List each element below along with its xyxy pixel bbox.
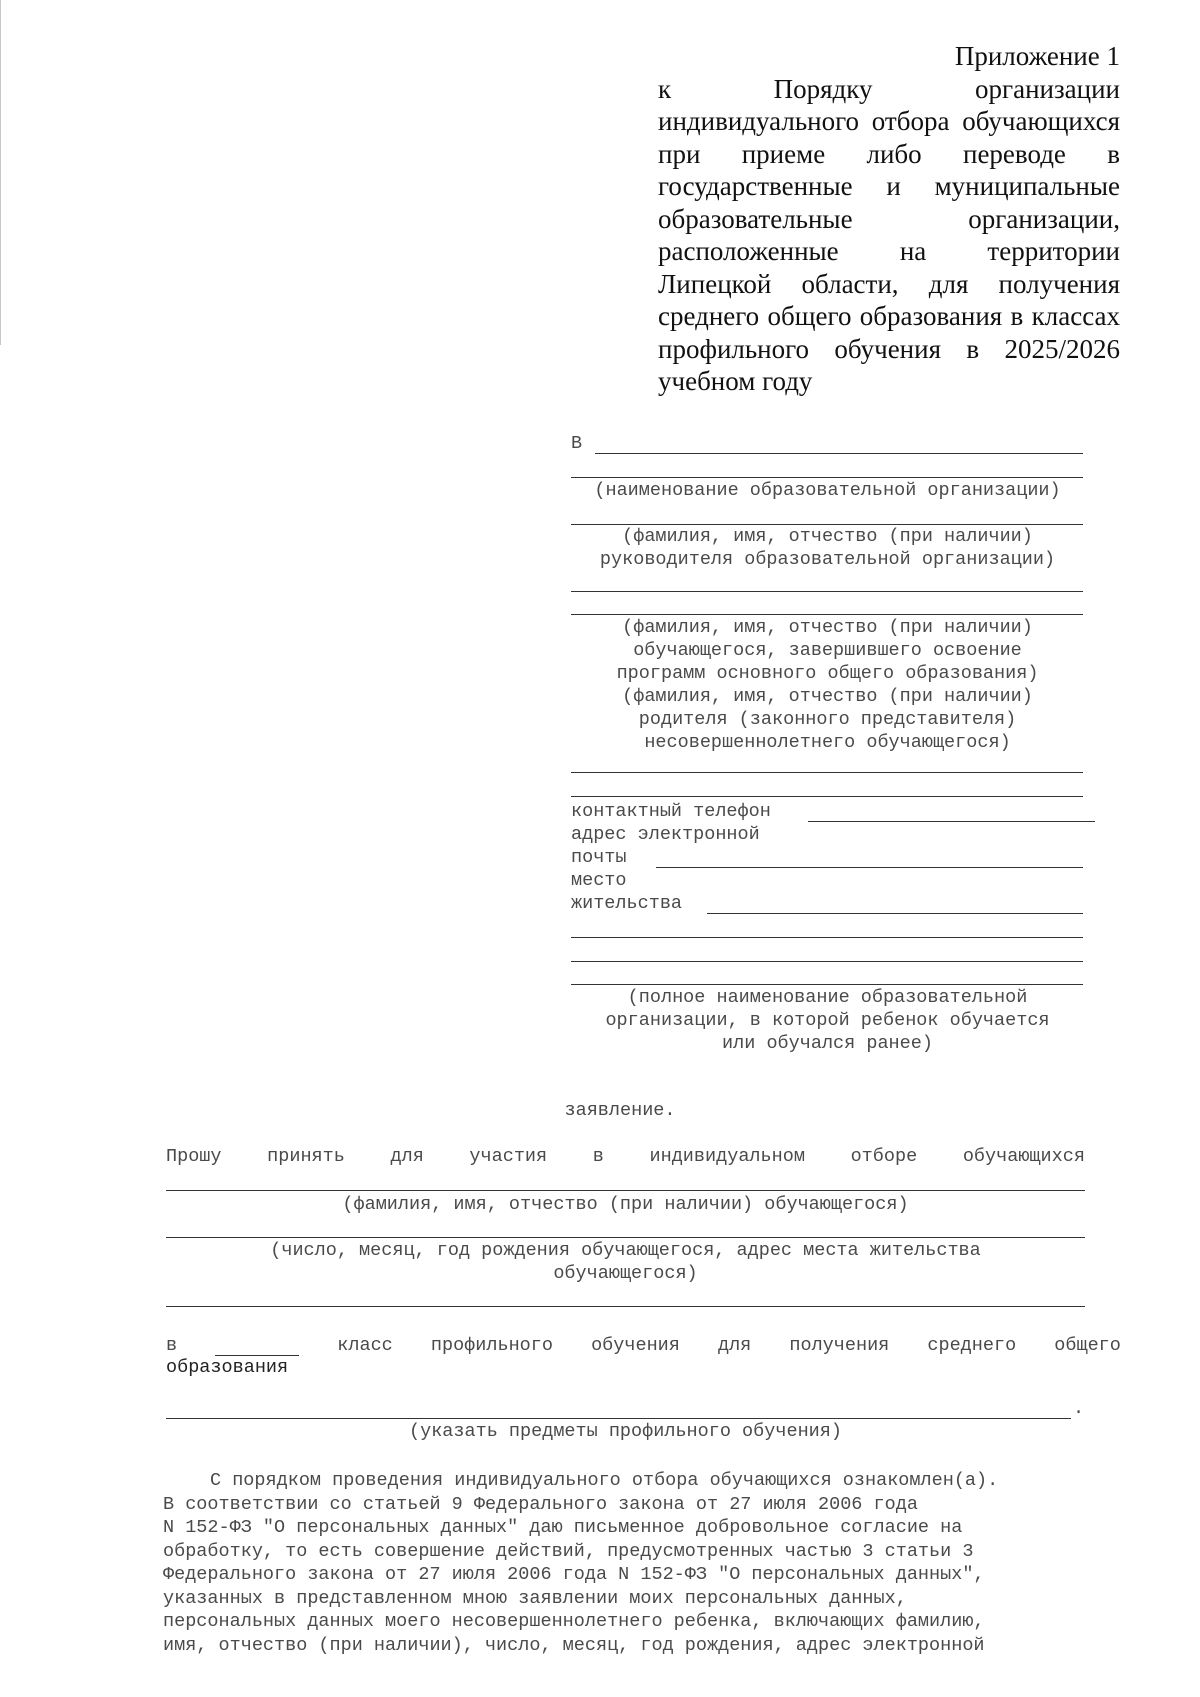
request-word: в [592, 1146, 604, 1167]
consent-line: N 152-ФЗ "О персональных данных" даю письменное добровольное согласие на [163, 1517, 963, 1538]
hint-birth-2: обучающегося) [553, 1263, 698, 1284]
phone-label: контактный телефон [571, 801, 771, 822]
class-word: обучения [591, 1335, 680, 1356]
request-word: участия [469, 1146, 548, 1167]
applicant-line-3[interactable] [571, 772, 1083, 773]
class-word: среднего [927, 1335, 1017, 1356]
hint-applicant-1: (фамилия, имя, отчество (при наличии) [622, 617, 1033, 638]
subjects-end: . [1073, 1398, 1085, 1419]
class-word: для [717, 1335, 752, 1356]
hint-applicant-2: обучающегося, завершившего освоение [633, 640, 1022, 661]
class-word: профильного [430, 1335, 553, 1356]
class-line [166, 1335, 1121, 1356]
hint-org-name: (наименование образовательной организации) [594, 480, 1061, 501]
residence-line[interactable] [707, 913, 1083, 914]
class-word: получения [789, 1335, 890, 1356]
email-label-1: адрес электронной [571, 824, 760, 845]
applicant-line-1[interactable] [571, 591, 1083, 592]
annex-text: к Порядку организации индивидуального отбора обучающихся при приеме либо переводе в государственные и муниципальные образовательные организации, расположенные на территории Липецкой области, для получения среднего общего образования в классах профильного обучения в 2025/2026 учебном году [658, 73, 1120, 396]
student-name-line[interactable] [166, 1190, 1085, 1191]
phone-line[interactable] [808, 821, 1095, 822]
birth-line[interactable] [166, 1237, 1085, 1238]
consent-text [163, 1469, 1088, 1657]
email-line[interactable] [656, 867, 1083, 868]
hint-applicant-3: программ основного общего образования) [616, 663, 1039, 684]
class-number-line[interactable] [215, 1355, 299, 1356]
application-heading: заявление. [564, 1100, 676, 1121]
annex-header [658, 40, 1120, 398]
request-word: индивидуальном [649, 1146, 805, 1167]
hint-applicant-4: (фамилия, имя, отчество (при наличии) [622, 686, 1033, 707]
consent-line: С порядком проведения индивидуального отбора обучающихся ознакомлен(а). [210, 1470, 999, 1491]
request-word: принять [267, 1146, 345, 1167]
class-line-2: образования [166, 1357, 289, 1378]
class-word: в [166, 1335, 178, 1356]
hint-applicant-5: родителя (законного представителя) [638, 709, 1017, 730]
residence-label-1: место [571, 870, 627, 891]
email-label-2: почты [571, 847, 627, 868]
applicant-line-2[interactable] [571, 614, 1083, 615]
hint-applicant-6: несовершеннолетнего обучающегося) [644, 732, 1011, 753]
to-prefix: В [571, 433, 583, 454]
hint-school-1: (полное наименование образовательной [627, 987, 1028, 1008]
org-name-line-2[interactable] [571, 477, 1083, 478]
consent-line: Федерального закона от 27 июля 2006 года N 152-ФЗ "О персональных данных", [163, 1564, 985, 1585]
request-line [166, 1146, 1085, 1167]
request-word: отборе [850, 1146, 918, 1167]
hint-head-name-2: руководителя образовательной организации) [599, 549, 1056, 570]
head-name-line[interactable] [571, 524, 1083, 525]
birth-line-2[interactable] [166, 1306, 1085, 1307]
residence-label-2: жительства [571, 893, 683, 914]
request-word: обучающихся [962, 1146, 1085, 1167]
hint-school-3: или обучался ранее) [722, 1033, 933, 1054]
hint-school-2: организации, в которой ребенок обучается [605, 1010, 1050, 1031]
class-word: класс [337, 1335, 393, 1356]
hint-student-name: (фамилия, имя, отчество (при наличии) обучающегося) [342, 1194, 909, 1215]
consent-line: обработку, то есть совершение действий, предусмотренных частью 3 статьи 3 [163, 1540, 974, 1562]
hint-head-name-1: (фамилия, имя, отчество (при наличии) [622, 526, 1033, 547]
hint-birth-1: (число, месяц, год рождения обучающегося, адрес места жительства [270, 1240, 981, 1261]
scan-edge-line [0, 0, 1, 345]
request-word: для [390, 1146, 424, 1167]
annex-title: Приложение 1 [954, 41, 1120, 71]
school-line-2[interactable] [571, 961, 1083, 962]
subjects-line[interactable] [166, 1418, 1071, 1419]
school-line-3[interactable] [571, 984, 1083, 985]
school-line-1[interactable] [571, 937, 1083, 938]
hint-subjects: (указать предметы профильного обучения) [409, 1421, 842, 1442]
applicant-line-4[interactable] [571, 796, 1083, 797]
consent-line: указанных в представленном мною заявлении моих персональных данных, [163, 1587, 907, 1609]
consent-line: В соответствии со статьей 9 Федерального закона от 27 июля 2006 года [163, 1493, 918, 1515]
request-word: Прошу [166, 1146, 222, 1167]
class-word: общего [1054, 1335, 1121, 1356]
org-name-line[interactable] [595, 453, 1083, 454]
consent-line: имя, отчество (при наличии), число, месяц, год рождения, адрес электронной [163, 1634, 985, 1656]
consent-line: персональных данных моего несовершеннолетнего ребенка, включающих фамилию, [163, 1611, 985, 1632]
